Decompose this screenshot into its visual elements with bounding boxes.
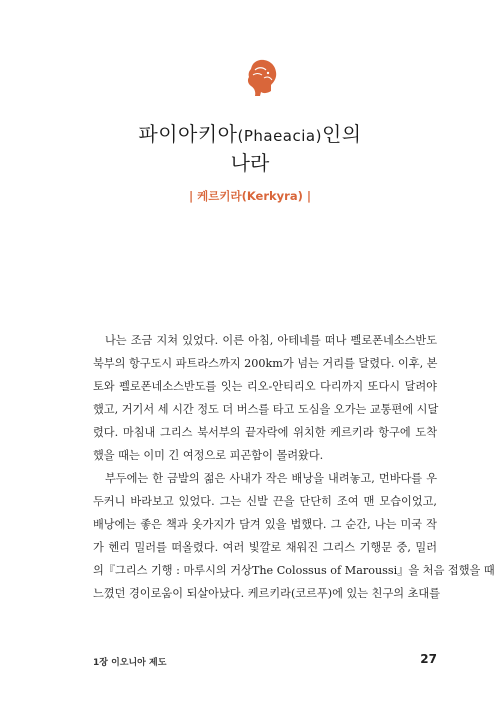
chapter-subtitle: | 케르키라(Kerkyra) | [188,189,312,203]
chapter-title-line2: 나라 [230,151,270,175]
head-profile-icon [246,58,278,98]
body-line: 했고, 거기서 세 시간 정도 더 버스를 타고 도심을 오가는 교통편에 시달 [93,403,439,416]
body-text [93,329,495,605]
body-line: 배낭에는 좋은 책과 옷가지가 담겨 있을 법했다. 그 순간, 나는 미국 작 [93,518,437,531]
body-line: 부두에는 한 금발의 젊은 사내가 작은 배낭을 내려놓고, 먼바다를 우 [105,472,437,485]
body-line: 가 헨리 밀러를 떠올렸다. 여러 빛깔로 채워진 그리스 기행문 중, 밀러 [93,541,437,554]
chapter-title-roman: (Phaeacia) [237,127,322,145]
chapter-title [0,118,500,147]
body-line: 느꼈던 경이로움이 되살아났다. 케르키라(코르푸)에 있는 친구의 초대를 [93,587,441,600]
chapter-title-suffix: 인의 [321,122,362,146]
body-line: 토와 펠로폰네소스반도를 잇는 리오-안티리오 다리까지 또다시 달려야 [93,380,437,393]
footer-chapter-label: 1장 이오니아 제도 [93,658,167,668]
page-number: 27 [420,652,437,666]
body-line: 의『그리스 기행 : 마루시의 거상The Colossus of Maroussi』을 처음 접했을 때 [93,564,495,577]
body-line: 두커니 바라보고 있었다. 그는 신발 끈을 단단히 조여 맨 모습이었고, [93,495,437,508]
body-line: 렸다. 마침내 그리스 북서부의 끝자락에 위치한 케르키라 항구에 도착 [93,426,437,439]
body-line: 나는 조금 지쳐 있었다. 이른 아침, 아테네를 떠나 펠로폰네소스반도 [105,334,437,347]
chapter-title-main: 파이아키아 [138,122,238,146]
body-line: 북부의 항구도시 파트라스까지 200km가 넘는 거리를 달렸다. 이후, 본 [93,357,438,370]
body-line: 했을 때는 이미 긴 여정으로 피곤함이 몰려왔다. [93,449,324,462]
